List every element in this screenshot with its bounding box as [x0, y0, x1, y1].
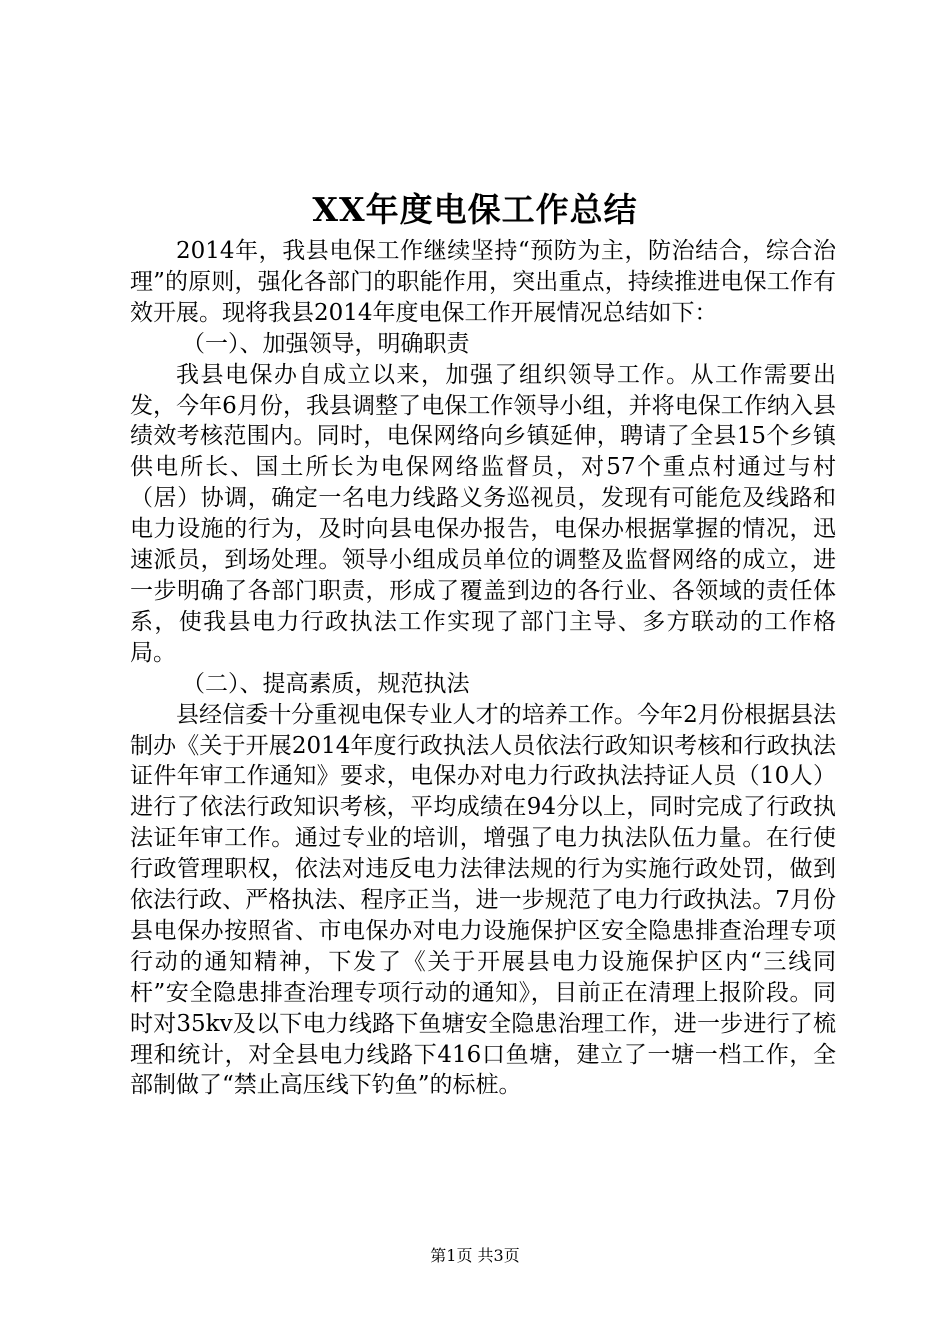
section-1-paragraph: 我县电保办自成立以来，加强了组织领导工作。从工作需要出发，今年6月份，我县调整了电保工作领导小组，并将电保工作纳入县绩效考核范围内。同时，电保网络向乡镇延伸，聘请了全县15个乡镇供电所长、国土所长为电保网络监督员，对57个重点村通过与村（居）协调，确定一名电力线路义务巡视员，发现有可能危及线路和电力设施的行为，及时向县电保办报告，电保办根据掌握的情况，迅速派员，到场处理。领导小组成员单位的调整及监督网络的成立，进一步明确了各部门职责，形成了覆盖到边的各行业、各领域的责任体系，使我县电力行政执法工作实现了部门主导、多方联动的工作格局。: [130, 361, 836, 666]
intro-paragraph: 2014年，我县电保工作继续坚持“预防为主，防治结合，综合治理”的原则，强化各部门的职能作用，突出重点，持续推进电保工作有效开展。现将我县2014年度电保工作开展情况总结如下：: [130, 238, 836, 326]
document-title: XX年度电保工作总结: [312, 190, 638, 229]
section-2-heading: （二）、提高素质，规范执法: [182, 670, 470, 697]
section-1-heading: （一）、加强领导，明确职责: [182, 330, 470, 357]
page-indicator: 第1页 共3页: [430, 1246, 520, 1265]
document-body: [130, 236, 836, 1101]
section-2-paragraph: 县经信委十分重视电保专业人才的培养工作。今年2月份根据县法制办《关于开展2014年度行政执法人员依法行政知识考核和行政执法证件年审工作通知》要求，电保办对电力行政执法持证人员（10人）进行了依法行政知识考核，平均成绩在94分以上，同时完成了行政执法证年审工作。通过专业的培训，增强了电力执法队伍力量。在行使行政管理职权，依法对违反电力法律法规的行为实施行政处罚，做到依法行政、严格执法、程序正当，进一步规范了电力行政执法。7月份县电保办按照省、市电保办对电力设施保护区安全隐患排查治理专项行动的通知精神，下发了《关于开展县电力设施保护区内“三线同杆”安全隐患排查治理专项行动的通知》，目前正在清理上报阶段。同时对35kv及以下电力线路下鱼塘安全隐患治理工作，进一步进行了梳理和统计，对全县电力线路下416口鱼塘，建立了一塘一档工作，全部制做了“禁止高压线下钓鱼”的标桩。: [130, 701, 836, 1099]
